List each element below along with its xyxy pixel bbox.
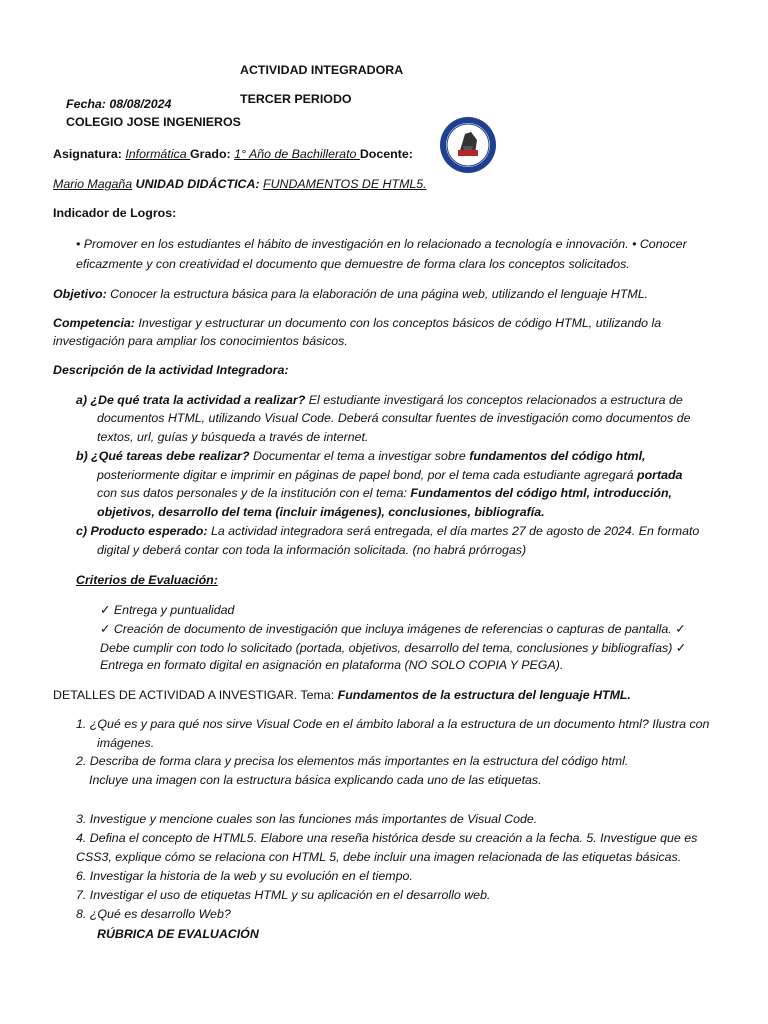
item-c-text-1: La actividad integradora será entregada, el día martes 27 de agosto de 2024. En formato [207, 524, 700, 538]
item-b-label: b) ¿Qué tareas debe realizar? [76, 449, 250, 463]
item-b-text-2b: portada [637, 468, 683, 482]
item-c-text-2: digital y deberá contar con toda la información solicitada. (no habrá prórrogas) [97, 543, 527, 557]
objetivo-label: Objetivo: [53, 287, 107, 301]
criterios-heading: Criterios de Evaluación: [76, 573, 218, 587]
item-a-text-3: textos, url, guías y búsqueda a través de internet. [97, 430, 369, 444]
asignatura-line [53, 147, 413, 161]
question-1-line-1: 1. ¿Qué es y para qué nos sirve Visual Code en el ámbito laboral a la estructura de un documento html? Ilustra con [76, 717, 710, 731]
grado-label: Grado: [190, 147, 231, 161]
item-a-label: a) ¿De qué trata la actividad a realizar? [76, 393, 306, 407]
asignatura-label: Asignatura: [53, 147, 122, 161]
docente-value: Mario Magaña [53, 177, 133, 191]
detalles-prefix: DETALLES DE ACTIVIDAD A INVESTIGAR. Tema: [53, 688, 338, 702]
grado-value: 1° Año de Bachillerato [234, 147, 360, 161]
question-4-line-2: CSS3, explique cómo se relaciona con HTML 5, debe incluir una imagen relacionada de las etiquetas básicas. [76, 850, 682, 864]
question-2-line-1: 2. Describa de forma clara y precisa los elementos más importantes en la estructura del código html. [76, 754, 629, 768]
detalles-tema: Fundamentos de la estructura del lenguaje HTML. [337, 688, 631, 702]
descripcion-heading: Descripción de la actividad Integradora: [53, 363, 289, 377]
question-4-line-1: 4. Defina el concepto de HTML5. Elabore una reseña histórica desde su creación a la fecha. 5. Investigue que es [76, 831, 698, 845]
item-b-text-3b: Fundamentos del código html, introducción, [410, 486, 672, 500]
unidad-value: FUNDAMENTOS DE HTML5. [263, 177, 427, 191]
logros-line-2: eficazmente y con creatividad el documento que demuestre de forma clara los conceptos solicitados. [76, 257, 630, 271]
item-b-text-4: objetivos, desarrollo del tema (incluir imágenes), conclusiones, bibliografía. [97, 505, 545, 519]
question-8: 8. ¿Qué es desarrollo Web? [76, 907, 231, 921]
item-a-line-1 [76, 393, 683, 407]
docente-line [53, 177, 427, 191]
criterio-2: ✓ Creación de documento de investigación que incluya imágenes de referencias o capturas de pantalla. ✓ [100, 622, 686, 636]
item-b-text-1b: fundamentos del código html, [469, 449, 646, 463]
competencia-line-1 [53, 316, 661, 330]
logros-line-1: • Promover en los estudiantes el hábito de investigación en lo relacionado a tecnología e innovación. • Conocer [76, 237, 687, 251]
question-1-line-2: imágenes. [97, 736, 155, 750]
item-c-label: c) Producto esperado: [76, 524, 208, 538]
competencia-label: Competencia: [53, 316, 135, 330]
date-label: Fecha: 08/08/2024 [66, 97, 172, 111]
criterio-3: Debe cumplir con todo lo solicitado (portada, objetivos, desarrollo del tema, conclusiones y bibliografías) ✓ [100, 641, 687, 655]
question-2-line-2: Incluye una imagen con la estructura básica explicando cada uno de las etiquetas. [89, 773, 542, 787]
item-b-line-3 [97, 486, 672, 500]
item-b-text-1a: Documentar el tema a investigar sobre [249, 449, 470, 463]
item-c-line-1 [76, 524, 699, 538]
asignatura-value: Informática [125, 147, 191, 161]
item-a-text-1: El estudiante investigará los conceptos relacionados a estructura de [305, 393, 683, 407]
competencia-text-2: investigación para ampliar los conocimientos básicos. [53, 334, 348, 348]
logros-label: Indicador de Logros: [53, 206, 177, 220]
rubrica-heading: RÚBRICA DE EVALUACIÓN [97, 927, 259, 941]
docente-label: Docente: [359, 147, 413, 161]
item-b-text-2a: posteriormente digitar e imprimir en páginas de papel bond, por el tema cada estudiante agregará [97, 468, 638, 482]
objetivo-text: Conocer la estructura básica para la elaboración de una página web, utilizando el lenguaje HTML. [106, 287, 649, 301]
question-7: 7. Investigar el uso de etiquetas HTML y su aplicación en el desarrollo web. [76, 888, 491, 902]
activity-title: ACTIVIDAD INTEGRADORA [240, 63, 404, 77]
detalles-heading [53, 688, 631, 702]
item-b-line-2 [97, 468, 682, 482]
item-a-text-2: documentos HTML, utilizando Visual Code. Deberá consultar fuentes de investigación como documentos de [97, 411, 691, 425]
objetivo-line [53, 287, 648, 301]
criterio-4: Entrega en formato digital en asignación en plataforma (NO SOLO COPIA Y PEGA). [100, 658, 564, 672]
school-name: COLEGIO JOSE INGENIEROS [66, 115, 241, 129]
competencia-text-1: Investigar y estructurar un documento con los conceptos básicos de código HTML, utilizando la [134, 316, 662, 330]
criterio-1: ✓ Entrega y puntualidad [100, 603, 235, 617]
question-3: 3. Investigue y mencione cuales son las funciones más importantes de Visual Code. [76, 812, 538, 826]
unidad-label: UNIDAD DIDÁCTICA: [132, 177, 260, 191]
item-b-text-3a: con sus datos personales y de la institución con el tema: [97, 486, 411, 500]
question-6: 6. Investigar la historia de la web y su evolución en el tiempo. [76, 869, 413, 883]
period-label: TERCER PERIODO [240, 92, 352, 106]
item-b-line-1 [76, 449, 645, 463]
school-seal-logo [439, 116, 497, 174]
